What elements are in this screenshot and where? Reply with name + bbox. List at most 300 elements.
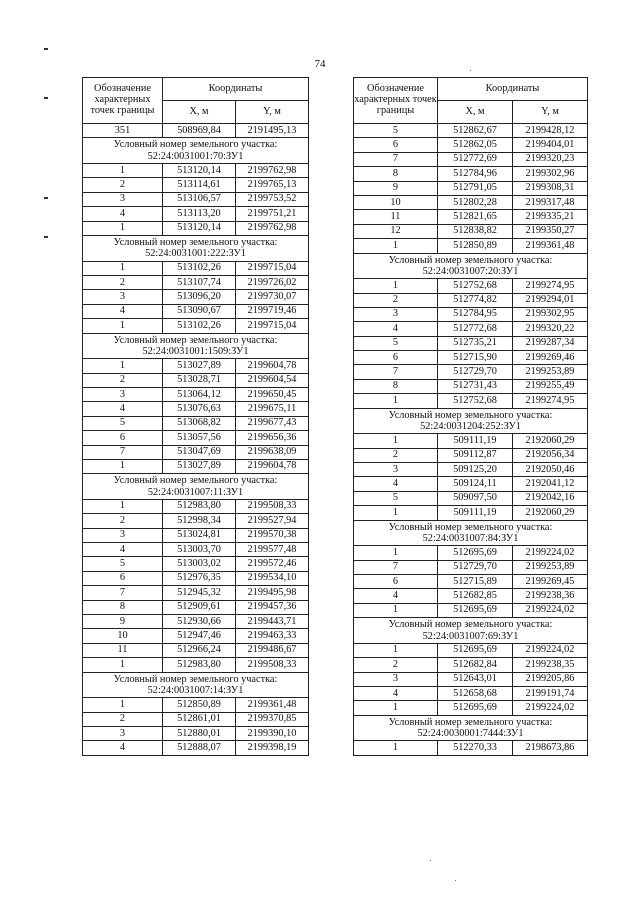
table-row (83, 221, 309, 235)
y-coordinate-cell: 2199428,12 (513, 124, 588, 138)
point-number-cell: 1 (83, 459, 163, 473)
y-coordinate-cell: 2199715,04 (236, 319, 309, 333)
point-number-cell: 5 (354, 124, 438, 138)
x-coordinate-cell: 512658,68 (438, 687, 513, 701)
x-coordinate-cell: 512735,21 (438, 336, 513, 350)
table-row (83, 727, 309, 741)
point-number-cell: 2 (354, 293, 438, 307)
scan-mark (44, 48, 48, 50)
x-coordinate-cell: 513113,20 (163, 207, 236, 221)
table-row (354, 560, 588, 574)
table-row (354, 210, 588, 224)
y-coordinate-cell: 2192056,34 (513, 448, 588, 462)
point-number-cell: 6 (354, 575, 438, 589)
table-row (354, 448, 588, 462)
y-coordinate-cell: 2199308,31 (513, 181, 588, 195)
x-coordinate-cell: 512643,01 (438, 672, 513, 686)
point-number-cell: 4 (83, 207, 163, 221)
y-coordinate-cell: 2192041,12 (513, 477, 588, 491)
table-row (83, 600, 309, 614)
point-number-cell: 1 (83, 319, 163, 333)
y-coordinate-cell: 2199527,94 (236, 514, 309, 528)
x-coordinate-cell: 512947,46 (163, 629, 236, 643)
point-number-cell: 4 (354, 477, 438, 491)
point-number-cell: 1 (83, 221, 163, 235)
table-row (83, 192, 309, 206)
point-number-cell: 5 (83, 416, 163, 430)
table-row (354, 279, 588, 293)
x-coordinate-cell: 512976,35 (163, 571, 236, 585)
table-row (83, 586, 309, 600)
land-plot-number: 52:24:0031001:70:ЗУ1 (147, 150, 244, 162)
y-coordinate-cell: 2199224,02 (513, 701, 588, 715)
land-plot-label: Условный номер земельного участка: (113, 475, 278, 487)
point-number-cell: 8 (354, 167, 438, 181)
point-number-cell: 2 (83, 275, 163, 289)
y-coordinate-cell: 2199443,71 (236, 615, 309, 629)
header-coordinates: Координаты (438, 78, 588, 101)
y-coordinate-cell: 2199317,48 (513, 195, 588, 209)
table-row (83, 571, 309, 585)
land-plot-number: 52:24:0031007:14:ЗУ1 (147, 684, 244, 696)
x-coordinate-cell: 513096,20 (163, 290, 236, 304)
table-row (354, 575, 588, 589)
header-y: Y, м (236, 101, 309, 124)
y-coordinate-cell: 2199238,36 (513, 589, 588, 603)
table-row (83, 514, 309, 528)
x-coordinate-cell: 512861,01 (163, 712, 236, 726)
point-number-cell: 5 (83, 557, 163, 571)
table-row (354, 365, 588, 379)
y-coordinate-cell: 2199463,33 (236, 629, 309, 643)
x-coordinate-cell: 513027,89 (163, 459, 236, 473)
point-number-cell: 9 (354, 181, 438, 195)
table-row (83, 416, 309, 430)
table-row (354, 195, 588, 209)
y-coordinate-cell: 2199570,38 (236, 528, 309, 542)
scan-dot (470, 70, 471, 71)
point-number-cell: 2 (83, 514, 163, 528)
x-coordinate-cell: 512774,82 (438, 293, 513, 307)
section-header-row (354, 408, 588, 434)
x-coordinate-cell: 512983,80 (163, 499, 236, 513)
point-number-cell: 7 (354, 152, 438, 166)
x-coordinate-cell: 513027,89 (163, 359, 236, 373)
y-coordinate-cell: 2199390,10 (236, 727, 309, 741)
y-coordinate-cell: 2199534,10 (236, 571, 309, 585)
y-coordinate-cell: 2199335,21 (513, 210, 588, 224)
table-row (354, 239, 588, 253)
section-header-row (83, 138, 309, 164)
x-coordinate-cell: 512695,69 (438, 701, 513, 715)
point-number-cell: 4 (83, 543, 163, 557)
y-coordinate-cell: 2199238,35 (513, 658, 588, 672)
y-coordinate-cell: 2199572,46 (236, 557, 309, 571)
table-row (354, 379, 588, 393)
x-coordinate-cell: 512695,69 (438, 603, 513, 617)
point-number-cell: 8 (83, 600, 163, 614)
x-coordinate-cell: 513003,70 (163, 543, 236, 557)
y-coordinate-cell: 2199762,98 (236, 221, 309, 235)
y-coordinate-cell: 2199274,95 (513, 394, 588, 408)
table-row (83, 178, 309, 192)
y-coordinate-cell: 2199604,78 (236, 359, 309, 373)
point-number-cell: 4 (354, 687, 438, 701)
land-plot-number: 52:24:0031007:11:ЗУ1 (147, 486, 244, 498)
y-coordinate-cell: 2199253,89 (513, 560, 588, 574)
land-plot-label: Условный номер земельного участка: (113, 236, 278, 248)
x-coordinate-cell: 513120,14 (163, 221, 236, 235)
section-header-row (83, 474, 309, 500)
x-coordinate-cell: 512772,68 (438, 322, 513, 336)
table-row (83, 629, 309, 643)
table-row (354, 434, 588, 448)
land-plot-number: 52:24:0030001:7444:ЗУ1 (417, 728, 524, 740)
point-number-cell: 6 (83, 571, 163, 585)
table-row (354, 322, 588, 336)
point-number-cell: 6 (354, 351, 438, 365)
x-coordinate-cell: 512715,90 (438, 351, 513, 365)
x-coordinate-cell: 513047,69 (163, 445, 236, 459)
scan-mark (44, 97, 48, 99)
table-row (83, 741, 309, 755)
point-number-cell: 1 (83, 261, 163, 275)
point-number-cell: 4 (354, 589, 438, 603)
x-coordinate-cell: 512966,24 (163, 643, 236, 657)
point-number-cell: 6 (354, 138, 438, 152)
y-coordinate-cell: 2199269,46 (513, 351, 588, 365)
land-plot-number: 52:24:0031001:222:ЗУ1 (145, 248, 246, 260)
table-row (83, 459, 309, 473)
y-coordinate-cell: 2199495,98 (236, 586, 309, 600)
section-header-row (83, 333, 309, 359)
point-number-cell: 1 (83, 698, 163, 712)
x-coordinate-cell: 512784,95 (438, 307, 513, 321)
table-row (83, 373, 309, 387)
x-coordinate-cell: 513024,81 (163, 528, 236, 542)
y-coordinate-cell: 2199751,21 (236, 207, 309, 221)
y-coordinate-cell: 2199269,45 (513, 575, 588, 589)
y-coordinate-cell: 2192060,29 (513, 506, 588, 520)
table-row (83, 431, 309, 445)
x-coordinate-cell: 512821,65 (438, 210, 513, 224)
header-coordinates: Координаты (163, 78, 309, 101)
table-row (354, 672, 588, 686)
point-number-cell: 1 (354, 701, 438, 715)
table-row (354, 603, 588, 617)
scan-dot (430, 860, 431, 861)
x-coordinate-cell: 512945,32 (163, 586, 236, 600)
point-number-cell: 2 (354, 448, 438, 462)
point-number-cell: 3 (354, 672, 438, 686)
coordinates-table-left (82, 77, 309, 756)
x-coordinate-cell: 513114,61 (163, 178, 236, 192)
table-row (83, 698, 309, 712)
x-coordinate-cell: 512731,43 (438, 379, 513, 393)
section-header-row (354, 253, 588, 279)
table-row (354, 394, 588, 408)
point-number-cell: 8 (354, 379, 438, 393)
table-row (354, 293, 588, 307)
scan-dot (455, 880, 456, 881)
table-row (83, 712, 309, 726)
point-number-cell: 11 (354, 210, 438, 224)
point-number-cell: 1 (354, 279, 438, 293)
point-number-cell: 4 (83, 402, 163, 416)
y-coordinate-cell: 2191495,13 (236, 124, 309, 138)
point-number-cell: 4 (83, 741, 163, 755)
x-coordinate-cell: 512850,89 (163, 698, 236, 712)
header-y: Y, м (513, 101, 588, 124)
x-coordinate-cell: 513068,82 (163, 416, 236, 430)
x-coordinate-cell: 512695,69 (438, 546, 513, 560)
land-plot-label: Условный номер земельного участка: (388, 619, 553, 631)
x-coordinate-cell: 512729,70 (438, 365, 513, 379)
table-row (354, 307, 588, 321)
land-plot-heading (83, 333, 309, 359)
point-number-cell: 1 (354, 603, 438, 617)
y-coordinate-cell: 2199726,02 (236, 275, 309, 289)
table-row (83, 207, 309, 221)
point-number-cell: 3 (354, 463, 438, 477)
point-number-cell: 5 (354, 491, 438, 505)
x-coordinate-cell: 513064,12 (163, 387, 236, 401)
y-coordinate-cell: 2199302,95 (513, 307, 588, 321)
land-plot-number: 52:24:0031007:20:ЗУ1 (422, 265, 519, 277)
x-coordinate-cell: 513003,02 (163, 557, 236, 571)
y-coordinate-cell: 2199675,11 (236, 402, 309, 416)
y-coordinate-cell: 2199361,48 (513, 239, 588, 253)
x-coordinate-cell: 513076,63 (163, 402, 236, 416)
land-plot-number: 52:24:0031007:84:ЗУ1 (422, 532, 519, 544)
table-row (354, 687, 588, 701)
land-plot-heading (83, 138, 309, 164)
table-row (354, 506, 588, 520)
table-row (83, 304, 309, 318)
y-coordinate-cell: 2199224,02 (513, 643, 588, 657)
land-plot-label: Условный номер земельного участка: (388, 521, 553, 533)
table-row (354, 643, 588, 657)
table-row (83, 543, 309, 557)
point-number-cell: 7 (83, 445, 163, 459)
land-plot-heading (354, 253, 588, 279)
land-plot-heading (83, 235, 309, 261)
point-number-cell: 2 (83, 712, 163, 726)
y-coordinate-cell: 2199638,09 (236, 445, 309, 459)
table-row (83, 275, 309, 289)
land-plot-number: 52:24:0031204:252:ЗУ1 (420, 420, 521, 432)
land-plot-number: 52:24:0031001:1509:ЗУ1 (142, 345, 249, 357)
table-row (354, 124, 588, 138)
point-number-cell: 1 (83, 658, 163, 672)
y-coordinate-cell: 2199350,27 (513, 224, 588, 238)
land-plot-label: Условный номер земельного участка: (388, 254, 553, 266)
y-coordinate-cell: 2199719,46 (236, 304, 309, 318)
land-plot-label: Условный номер земельного участка: (388, 716, 553, 728)
land-plot-heading (354, 618, 588, 644)
scan-mark (44, 236, 48, 238)
table-row (83, 164, 309, 178)
y-coordinate-cell: 2199224,02 (513, 546, 588, 560)
point-number-cell: 6 (83, 431, 163, 445)
x-coordinate-cell: 512998,34 (163, 514, 236, 528)
x-coordinate-cell: 512880,01 (163, 727, 236, 741)
y-coordinate-cell: 2199715,04 (236, 261, 309, 275)
x-coordinate-cell: 509124,11 (438, 477, 513, 491)
y-coordinate-cell: 2199577,48 (236, 543, 309, 557)
x-coordinate-cell: 512682,84 (438, 658, 513, 672)
point-number-cell: 2 (83, 178, 163, 192)
x-coordinate-cell: 513057,56 (163, 431, 236, 445)
point-number-cell: 2 (354, 658, 438, 672)
point-number-cell: 5 (354, 336, 438, 350)
y-coordinate-cell: 2199730,07 (236, 290, 309, 304)
x-coordinate-cell: 509097,50 (438, 491, 513, 505)
y-coordinate-cell: 2199302,96 (513, 167, 588, 181)
point-number-cell: 9 (83, 615, 163, 629)
x-coordinate-cell: 512909,61 (163, 600, 236, 614)
x-coordinate-cell: 513102,26 (163, 319, 236, 333)
y-coordinate-cell: 2192042,16 (513, 491, 588, 505)
point-number-cell: 1 (83, 359, 163, 373)
point-number-cell: 1 (354, 434, 438, 448)
y-coordinate-cell: 2199650,45 (236, 387, 309, 401)
y-coordinate-cell: 2199398,19 (236, 741, 309, 755)
x-coordinate-cell: 512695,69 (438, 643, 513, 657)
section-header-row (354, 520, 588, 546)
y-coordinate-cell: 2199604,54 (236, 373, 309, 387)
x-coordinate-cell: 512784,96 (438, 167, 513, 181)
y-coordinate-cell: 2199224,02 (513, 603, 588, 617)
land-plot-heading (354, 715, 588, 741)
x-coordinate-cell: 512850,89 (438, 239, 513, 253)
point-number-cell: 4 (83, 304, 163, 318)
y-coordinate-cell: 2199404,01 (513, 138, 588, 152)
y-coordinate-cell: 2199765,13 (236, 178, 309, 192)
table-row (83, 290, 309, 304)
section-header-row (83, 235, 309, 261)
y-coordinate-cell: 2199604,78 (236, 459, 309, 473)
table-row (83, 319, 309, 333)
x-coordinate-cell: 513107,74 (163, 275, 236, 289)
table-row (83, 499, 309, 513)
point-number-cell: 1 (83, 164, 163, 178)
table-row (354, 741, 588, 755)
y-coordinate-cell: 2199274,95 (513, 279, 588, 293)
x-coordinate-cell: 509125,20 (438, 463, 513, 477)
land-plot-heading (83, 672, 309, 698)
point-number-cell: 1 (354, 546, 438, 560)
x-coordinate-cell: 509111,19 (438, 506, 513, 520)
header-designation: Обозначение характерных точек границы (83, 78, 163, 124)
x-coordinate-cell: 513090,67 (163, 304, 236, 318)
point-number-cell: 2 (83, 373, 163, 387)
table-row (83, 402, 309, 416)
header-designation: Обозначение характерных точек границы (354, 78, 438, 124)
table-row (83, 615, 309, 629)
y-coordinate-cell: 2199656,36 (236, 431, 309, 445)
table-row (83, 658, 309, 672)
y-coordinate-cell: 2199361,48 (236, 698, 309, 712)
x-coordinate-cell: 512752,68 (438, 394, 513, 408)
x-coordinate-cell: 512983,80 (163, 658, 236, 672)
point-number-cell: 1 (83, 499, 163, 513)
section-header-row (354, 715, 588, 741)
x-coordinate-cell: 509111,19 (438, 434, 513, 448)
y-coordinate-cell: 2192050,46 (513, 463, 588, 477)
point-number-cell: 4 (354, 322, 438, 336)
x-coordinate-cell: 513106,57 (163, 192, 236, 206)
table-row (354, 181, 588, 195)
table-row (83, 261, 309, 275)
y-coordinate-cell: 2199677,43 (236, 416, 309, 430)
land-plot-label: Условный номер земельного участка: (113, 139, 278, 151)
x-coordinate-cell: 512888,07 (163, 741, 236, 755)
scan-mark (44, 197, 48, 199)
table-row (354, 138, 588, 152)
x-coordinate-cell: 512802,28 (438, 195, 513, 209)
table-row (83, 643, 309, 657)
point-number-cell: 3 (83, 387, 163, 401)
land-plot-heading (354, 408, 588, 434)
table-body-left (83, 124, 309, 756)
x-coordinate-cell: 512838,82 (438, 224, 513, 238)
y-coordinate-cell: 2199486,67 (236, 643, 309, 657)
x-coordinate-cell: 512270,33 (438, 741, 513, 755)
point-number-cell: 3 (83, 528, 163, 542)
y-coordinate-cell: 2199370,85 (236, 712, 309, 726)
y-coordinate-cell: 2199457,36 (236, 600, 309, 614)
table-row (354, 477, 588, 491)
point-number-cell: 3 (83, 727, 163, 741)
table-row (354, 658, 588, 672)
land-plot-label: Условный номер земельного участка: (113, 673, 278, 685)
table-row (83, 359, 309, 373)
table-row (354, 589, 588, 603)
y-coordinate-cell: 2199320,23 (513, 152, 588, 166)
x-coordinate-cell: 509112,87 (438, 448, 513, 462)
y-coordinate-cell: 2199320,22 (513, 322, 588, 336)
x-coordinate-cell: 512715,89 (438, 575, 513, 589)
land-plot-heading (354, 520, 588, 546)
coordinates-table-right (353, 77, 588, 756)
y-coordinate-cell: 2199253,89 (513, 365, 588, 379)
x-coordinate-cell: 512791,05 (438, 181, 513, 195)
point-number-cell: 351 (83, 124, 163, 138)
table-row (83, 528, 309, 542)
x-coordinate-cell: 513120,14 (163, 164, 236, 178)
land-plot-label: Условный номер земельного участка: (113, 334, 278, 346)
x-coordinate-cell: 512729,70 (438, 560, 513, 574)
land-plot-number: 52:24:0031007:69:ЗУ1 (422, 630, 519, 642)
table-row (354, 546, 588, 560)
page-number: 74 (314, 58, 326, 70)
table-row (354, 351, 588, 365)
table-row (354, 701, 588, 715)
x-coordinate-cell: 512862,67 (438, 124, 513, 138)
point-number-cell: 10 (354, 195, 438, 209)
table-row (83, 124, 309, 138)
table-body-right (354, 124, 588, 756)
point-number-cell: 3 (83, 192, 163, 206)
table-row (83, 557, 309, 571)
table-row (354, 491, 588, 505)
point-number-cell: 1 (354, 741, 438, 755)
point-number-cell: 7 (83, 586, 163, 600)
y-coordinate-cell: 2199255,49 (513, 379, 588, 393)
table-row (354, 152, 588, 166)
point-number-cell: 1 (354, 506, 438, 520)
